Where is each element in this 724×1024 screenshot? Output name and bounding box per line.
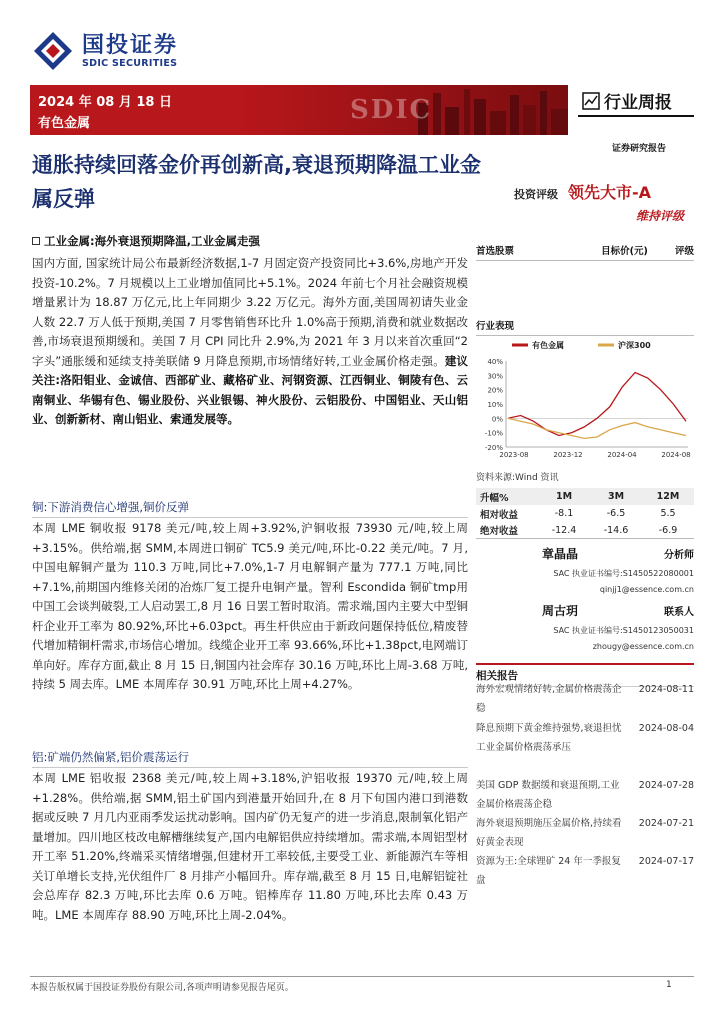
related-report-date: 2024-08-11 — [638, 684, 694, 695]
rating-status: 维持评级 — [635, 209, 684, 223]
header-banner — [30, 85, 568, 135]
page-number: 1 — [666, 980, 672, 990]
related-reports-heading: 相关报告 — [476, 663, 694, 687]
table-header-cell: 升幅% — [480, 492, 509, 504]
table-row — [476, 505, 694, 522]
report-type-divider — [578, 115, 694, 117]
related-report-date: 2024-07-21 — [638, 818, 694, 829]
logo-text-en: SDIC SECURITIES — [82, 57, 178, 69]
report-sector: 有色金属 — [38, 116, 91, 131]
analyst-name: 周古玥 — [542, 604, 579, 618]
y-tick-label: 40% — [487, 358, 503, 366]
y-tick-label: 10% — [487, 401, 503, 409]
analyst-card — [476, 545, 694, 594]
list-square-icon — [32, 237, 40, 245]
company-logo — [32, 30, 178, 72]
row-label: 相对收益 — [480, 509, 519, 521]
rating-block — [504, 180, 694, 224]
picks-col-rating: 评级 — [674, 246, 694, 257]
analyst-cert: SAC 执业证书编号:S1450522080001 — [553, 569, 694, 578]
footer-divider — [30, 976, 694, 977]
aluminum-divider — [32, 767, 468, 768]
related-report-item[interactable] — [476, 852, 694, 890]
analyst-card — [476, 602, 694, 651]
analyst-email[interactable]: qinjj1@essence.com.cn — [599, 585, 694, 594]
related-report-item[interactable] — [476, 680, 694, 718]
legend-label: 沪深300 — [618, 341, 651, 350]
related-report-item[interactable] — [476, 814, 694, 852]
banner-watermark: SDIC — [350, 95, 433, 125]
analyst-name: 章晶晶 — [542, 547, 579, 561]
aluminum-paragraph: 本周 LME 铝收报 2368 美元/吨,较上周+3.18%,沪铝收报 19370 元/吨,较上周+1.28%。供给端,据 SMM,铝土矿国内到港量开始回升,在 8 月下旬国内港口到港数据或反映 7 月几内亚雨季发运扰动影响。国内矿仍无复产的进一步消息,限制氧化铝产量增加。四川地区枝改电解槽继续复产,国内电解铝供应持续增加。需求端,本周铝型材开工率 51.20%,终端采买情绪增强,但建材开工率较低,主要受工业、新能源汽车等相关订单增长支持,光伏组件厂 8 月排产小幅回升。库存端,截至 8 月 15 日,电解铝锭社会总库存 82.3 万吨,环比去库 0.6 万吨。铝棒库存 11.80 万吨,环比去库 0.43 万吨。LME 本周库存 88.90 万吨,环比上周-2.04%。 — [32, 771, 468, 922]
table-header-cell: 3M — [607, 491, 625, 502]
rating-label: 投资评级 — [514, 188, 558, 201]
related-report-title: 海外宏观情绪好转,金属价格震荡企稳 — [476, 684, 622, 714]
rating-value: 领先大市-A — [568, 183, 652, 202]
report-subtype: 证券研究报告 — [612, 144, 667, 154]
x-tick-label: 2024-04 — [607, 451, 637, 459]
y-tick-label: 30% — [487, 372, 503, 381]
chart-trend-icon — [582, 92, 600, 110]
table-cell: -12.4 — [551, 524, 577, 536]
related-report-item[interactable] — [476, 719, 694, 757]
related-report-title: 资源为王:全球锂矿 24 年一季报复盘 — [476, 856, 621, 886]
section-heading-text: 工业金属:海外衰退预期降温,工业金属走强 — [44, 234, 260, 248]
aluminum-heading: 铝:矿端仍然偏紧,铝价震荡运行 — [32, 750, 190, 764]
industry-performance-chart — [476, 335, 694, 465]
report-type-label: 行业周报 — [604, 93, 672, 113]
x-tick-label: 2024-08 — [661, 451, 691, 459]
picks-col-target: 目标价(元) — [601, 246, 648, 257]
picks-col-stock: 首选股票 — [476, 246, 515, 257]
related-report-title: 美国 GDP 数据缓和衰退预期,工业金属价格震荡企稳 — [476, 780, 620, 810]
analyst-role: 联系人 — [664, 607, 694, 618]
y-tick-label: 20% — [487, 386, 503, 395]
table-header-cell: 1M — [555, 491, 573, 502]
macro-text: 国内方面, 国家统计局公布最新经济数据,1-7 月固定资产投资同比+3.6%,房地产开发投资-10.2%。7 月规模以上工业增加值同比+5.1%。2024 年前七个月社会融资规模增量累计为 18.87 万亿元,比上年同期少 3.22 万亿元。海外方面,美国周初请失业金人数 22.7 万人低于预期,美国 7 月零售销售环比升 1.0%高于预期,消费和就业数据改善,市场衰退预期缓和。美国 7 月 CPI 同比升 2.9%,为 2021 年 3 月以来首次重回“2 字头”通胀缓和延续支持美联储 9 月降息预期,市场情绪好转,工业金属价格走强。 — [32, 256, 468, 368]
x-tick-label: 2023-12 — [553, 451, 583, 459]
stock-picks-header — [476, 243, 694, 261]
related-report-date: 2024-07-17 — [638, 856, 694, 867]
section-paragraph-macro — [32, 254, 468, 430]
related-report-date: 2024-08-04 — [638, 723, 694, 734]
table-cell: -14.6 — [603, 524, 629, 536]
focus-label: 建议关注: — [32, 353, 468, 387]
related-report-date: 2024-07-28 — [638, 780, 694, 791]
report-date: 2024 年 08 月 18 日 — [38, 95, 172, 110]
table-cell: -6.5 — [606, 508, 626, 519]
copper-paragraph: 本周 LME 铜收报 9178 美元/吨,较上周+3.92%,沪铜收报 73930 元/吨,较上周+3.15%。供给端,据 SMM,本周进口铜矿 TC5.9 美元/吨,环比-0.22 美元/吨。7 月,中国电解铜产量为 110.3 万吨,同比+7.0%,1-7 月电解铜产量为 777.1 万吨,同比+7.1%,前期国内维修关闭的冶炼厂复工提升电铜产量。智利 Escondida 铜矿tmp用中国工会谈判破裂,工人启动罢工,8 月 16 日罢工暂时取消。需求端,国内主要大中型铜杆企业开工率为 80.92%,环比+6.03pct。再生杆供应由于新政问题保持低位,精废替代增加精铜杆需求,市场信心增加。线缆企业开工率 93.66%,环比+1.38pct,电网端订单向好。库存方面,截止 8 月 15 日,铜国内社会库存 30.16 万吨,环比上周-3.68 万吨,持续 5 周去库。LME 本周库存 30.91 万吨,环比上周+4.27%。 — [32, 521, 468, 691]
table-header-row — [476, 488, 694, 505]
table-header-cell: 12M — [656, 491, 680, 502]
y-tick-label: -10% — [484, 429, 503, 438]
table-cell: -6.9 — [658, 524, 678, 536]
footer-disclaimer: 本报告版权属于国投证券股份有限公司,各项声明请参见报告尾页。 — [30, 983, 294, 993]
section-heading-industrial-metals — [32, 233, 260, 249]
table-cell: 5.5 — [660, 508, 676, 519]
row-label: 绝对收益 — [480, 526, 519, 537]
copper-heading: 铜:下游消费信心增强,铜价反弹 — [32, 500, 190, 514]
related-report-item[interactable] — [476, 776, 694, 814]
y-tick-label: 0% — [491, 415, 503, 424]
y-tick-label: -20% — [484, 444, 503, 452]
report-title: 通胀持续回落金价再创新高,衰退预期降温工业金属反弹 — [32, 153, 481, 211]
analyst-cert: SAC 执业证书编号:S1450123050031 — [553, 626, 694, 635]
analyst-email[interactable]: zhougy@essence.com.cn — [592, 642, 694, 651]
legend-label: 有色金属 — [532, 341, 564, 350]
table-row — [476, 522, 694, 539]
x-tick-label: 2023-08 — [499, 451, 529, 459]
logo-text-cn: 国投证券 — [82, 32, 179, 58]
analyst-role: 分析师 — [664, 550, 694, 561]
performance-header — [476, 318, 694, 336]
table-cell: -8.1 — [554, 508, 574, 519]
performance-table — [476, 488, 694, 539]
report-type — [582, 88, 672, 113]
related-report-title: 海外衰退预期施压金属价格,持续看好黄金表现 — [476, 818, 622, 848]
performance-title: 行业表现 — [476, 321, 515, 332]
copper-divider — [32, 517, 468, 518]
focus-stocks: 洛阳钼业、金诚信、西部矿业、藏格矿业、河钢资源、江西铜业、铜陵有色、云南铜业、华锡有色、锡业股份、兴业银锡、神火股份、云铝股份、中国铝业、天山铝业、创新新材、南山铝业、索通发展等。 — [32, 373, 468, 426]
sdic-logo-icon — [32, 30, 74, 72]
series-line — [508, 373, 686, 436]
chart-source: 资料来源:Wind 资讯 — [476, 473, 559, 483]
related-report-title: 降息预期下黄金维持强势,衰退担忧工业金属价格震荡承压 — [476, 723, 622, 753]
